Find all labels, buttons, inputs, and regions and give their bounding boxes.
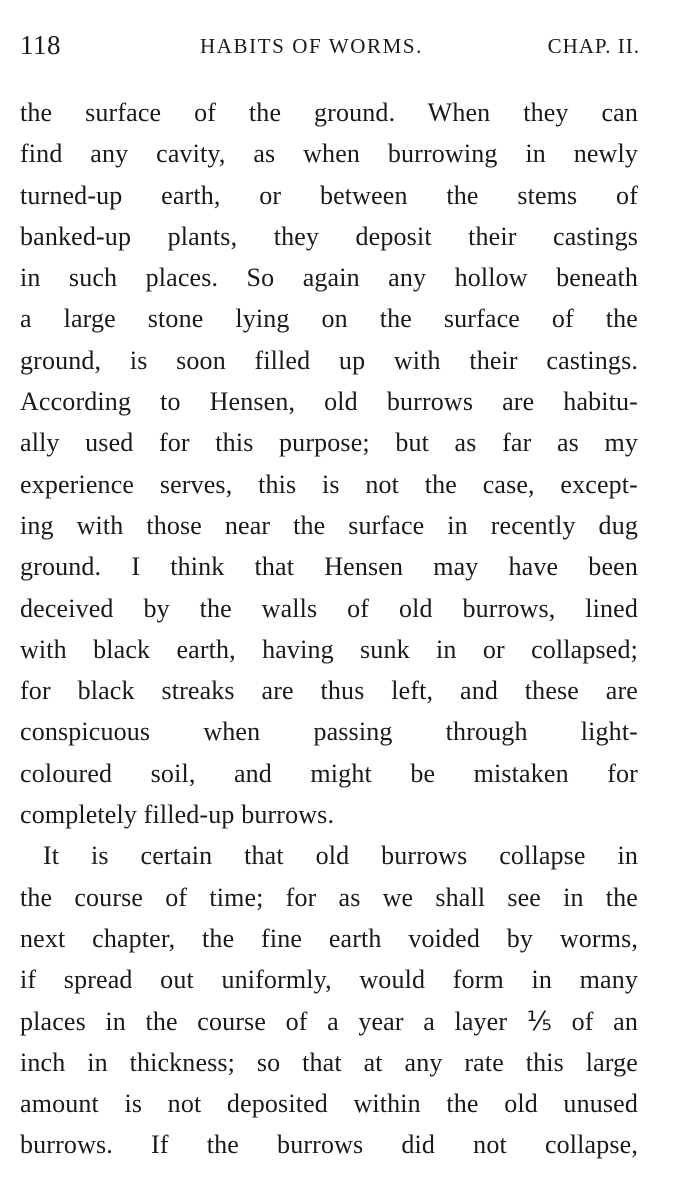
text-line: the course of time; for as we shall see in the (20, 882, 638, 912)
page-number: 118 (20, 30, 61, 60)
text-line: turned-up earth, or between the stems of (20, 180, 638, 210)
running-head (20, 30, 640, 66)
text-line: for black streaks are thus left, and these are (20, 676, 638, 706)
text-line: coloured soil, and might be mistaken for (20, 758, 638, 788)
text-line: banked-up plants, they deposit their castings (20, 221, 638, 251)
paragraph-start-line: It is certain that old burrows collapse in (43, 841, 638, 871)
text-line: with black earth, having sunk in or collapsed; (20, 634, 638, 664)
text-line: amount is not deposited within the old unused (20, 1089, 638, 1119)
text-line: deceived by the walls of old burrows, lined (20, 593, 638, 623)
text-line: ing with those near the surface in recently dug (20, 510, 638, 540)
text-line: the surface of the ground. When they can (20, 98, 638, 127)
body-text (20, 92, 638, 1166)
paragraph-end-line: completely filled-up burrows. (20, 800, 335, 830)
text-line: ground, is soon filled up with their castings. (20, 345, 638, 375)
text-line: According to Hensen, old burrows are habitu- (20, 387, 638, 417)
running-title: HABITS OF WORMS. (200, 34, 423, 58)
text-line: burrows. If the burrows did not collapse, (20, 1130, 638, 1160)
text-line: conspicuous when passing through light- (20, 717, 638, 747)
text-line: places in the course of a year a layer ⅕ of an (20, 1006, 638, 1036)
text-line: a large stone lying on the surface of the (20, 304, 638, 334)
text-line: experience serves, this is not the case, except- (20, 469, 638, 499)
text-line: inch in thickness; so that at any rate this large (20, 1047, 638, 1077)
text-line: if spread out uniformly, would form in many (20, 965, 638, 995)
text-line: find any cavity, as when burrowing in newly (20, 139, 638, 169)
text-line: next chapter, the fine earth voided by worms, (20, 923, 638, 953)
text-line: in such places. So again any hollow beneath (20, 263, 638, 293)
text-line: ground. I think that Hensen may have been (20, 552, 638, 582)
text-line: ally used for this purpose; but as far as my (20, 428, 638, 458)
chapter-label: CHAP. II. (547, 34, 640, 58)
